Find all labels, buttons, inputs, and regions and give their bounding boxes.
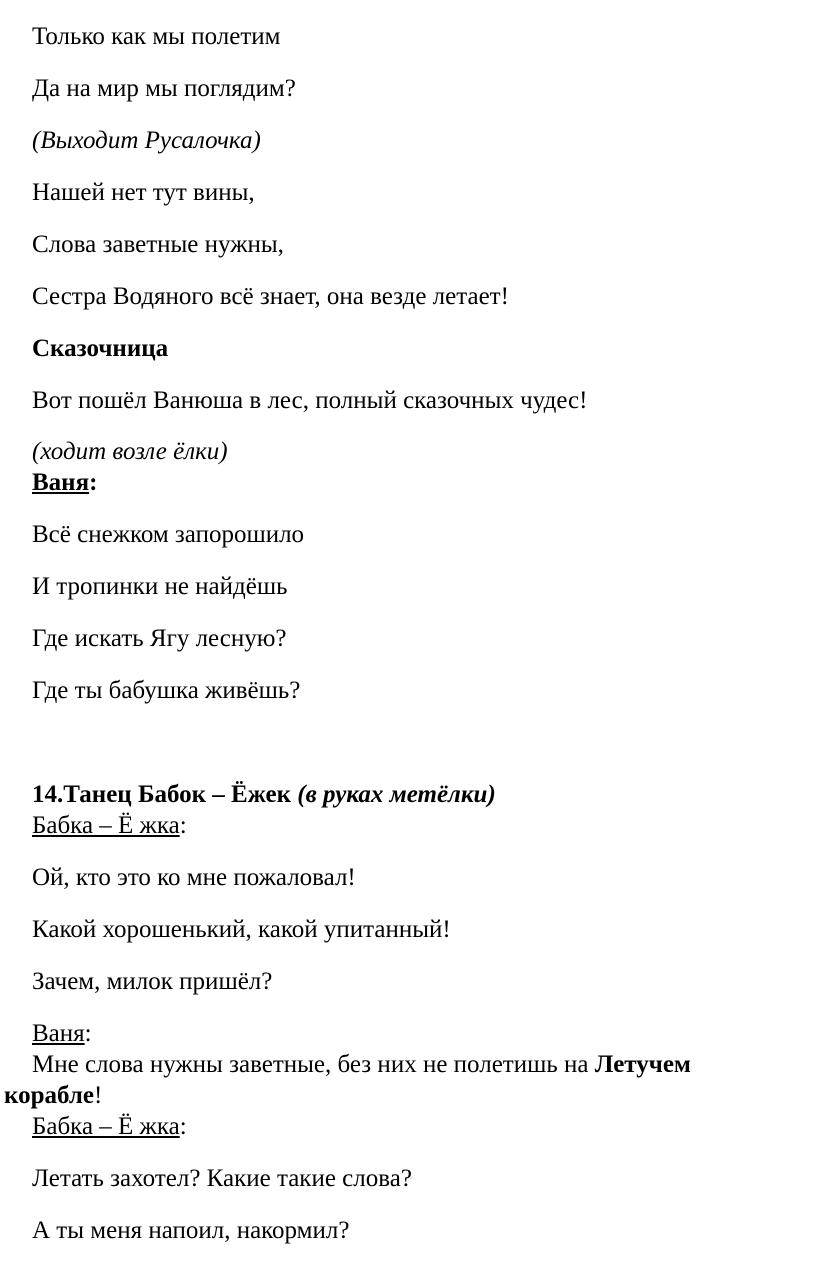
verse-line: Слова заветные нужны,	[32, 231, 284, 258]
speaker-colon: :	[89, 469, 98, 496]
verse-line: Да на мир мы поглядим?	[32, 75, 296, 102]
speaker-name: Бабка – Ё жка	[32, 1113, 180, 1140]
speaker-heading	[32, 1019, 92, 1049]
verse-line: Какой хорошенький, какой упитанный!	[32, 916, 451, 943]
stage-direction: (Выходит Русалочка)	[32, 127, 261, 154]
speaker-name: Бабка – Ё жка	[32, 812, 180, 839]
verse-line: Ой, кто это ко мне пожаловал!	[32, 864, 356, 891]
verse-line	[32, 1050, 691, 1080]
verse-line: Вот пошёл Ванюша в лес, полный сказочных чудес!	[32, 387, 588, 414]
verse-text: Мне слова нужны заветные, без них не полетишь на	[32, 1051, 595, 1078]
speaker-heading	[32, 1112, 187, 1142]
speaker-heading	[32, 811, 187, 841]
speaker-colon: :	[84, 1020, 92, 1047]
verse-line	[4, 1081, 102, 1111]
verse-line: Нашей нет тут вины,	[32, 179, 255, 206]
verse-line: Зачем, милок пришёл?	[32, 968, 273, 995]
speaker-colon: :	[179, 812, 187, 839]
emphasis-text: корабле	[4, 1082, 94, 1109]
stage-direction: (ходит возле ёлки)	[32, 438, 228, 465]
verse-line: Где искать Ягу лесную?	[32, 625, 287, 652]
speaker-heading	[32, 468, 97, 498]
section-title: 14.Танец Бабок – Ёжек	[32, 781, 298, 808]
emphasis-text: Летучем	[594, 1051, 691, 1078]
speaker-colon: :	[179, 1113, 187, 1140]
verse-line: Где ты бабушка живёшь?	[32, 677, 301, 704]
verse-line: И тропинки не найдёшь	[32, 573, 288, 600]
section-heading	[32, 780, 496, 810]
speaker-name: Ваня	[32, 469, 90, 496]
speaker-name: Сказочница	[32, 335, 169, 362]
speaker-name: Ваня	[32, 1020, 85, 1047]
verse-line: А ты меня напоил, накормил?	[32, 1217, 350, 1244]
verse-text: !	[93, 1082, 103, 1109]
verse-line: Всё снежком запорошило	[32, 521, 305, 548]
verse-line: Сестра Водяного всё знает, она везде летает!	[32, 283, 509, 310]
verse-line: Летать захотел? Какие такие слова?	[32, 1165, 412, 1192]
verse-line: Только как мы полетим	[32, 23, 281, 50]
section-note: (в руках метёлки)	[297, 781, 496, 808]
